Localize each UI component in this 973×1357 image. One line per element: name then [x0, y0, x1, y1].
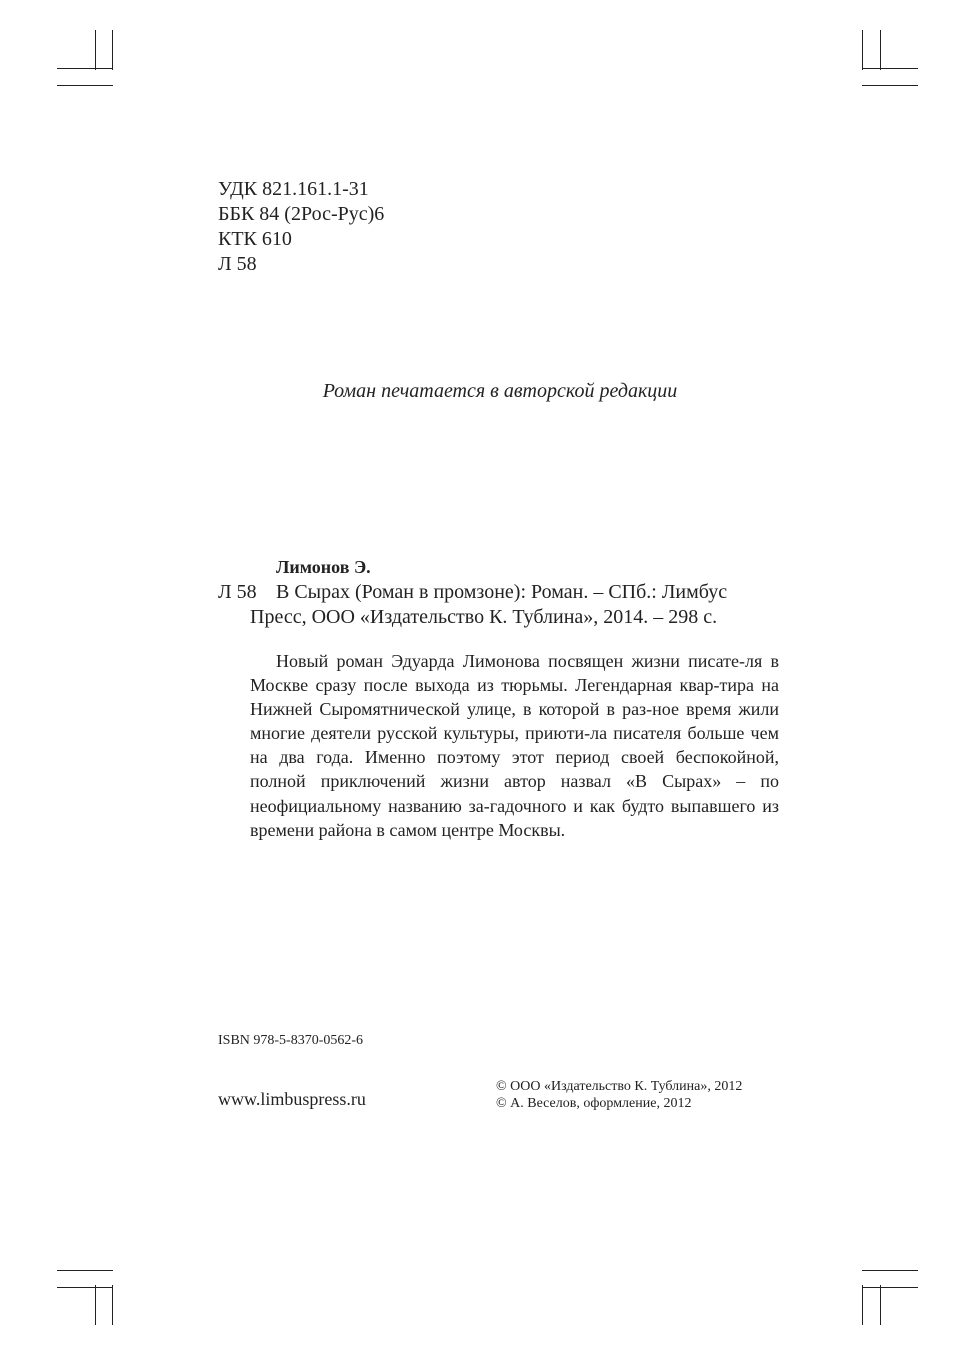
- crop-mark-top-left-horizontal: [57, 85, 113, 86]
- crop-mark-top-left-vertical-outer: [95, 30, 96, 70]
- copyright-line: © ООО «Издательство К. Тублина», 2012: [496, 1079, 743, 1094]
- copyright-block: [496, 1078, 742, 1112]
- bib-title-line: В Сырах (Роман в промзоне): Роман. – СПб.: Лимбус: [276, 581, 728, 603]
- ktk-code: КТК 610: [218, 228, 292, 250]
- crop-mark-bottom-right-horizontal-inner: [862, 1287, 918, 1288]
- bib-publisher-line: Пресс, ООО «Издательство К. Тублина», 2014. – 298 с.: [250, 606, 718, 628]
- crop-mark-bottom-right-vertical-outer: [880, 1285, 881, 1325]
- crop-mark-bottom-left-vertical-outer: [95, 1285, 96, 1325]
- crop-mark-top-right-horizontal-inner: [862, 68, 918, 69]
- udk-code: УДК 821.161.1-31: [218, 178, 369, 200]
- editorial-note: Роман печатается в авторской редакции: [322, 380, 678, 402]
- crop-mark-top-right-vertical-inner: [862, 30, 863, 70]
- publisher-website: www.limbuspress.ru: [218, 1089, 366, 1109]
- bib-description: [250, 580, 779, 630]
- crop-mark-bottom-left-horizontal-inner: [57, 1287, 113, 1288]
- crop-mark-bottom-right-vertical-inner: [862, 1285, 863, 1325]
- crop-mark-bottom-left-vertical-inner: [112, 1285, 113, 1325]
- classification-codes: [218, 177, 384, 277]
- isbn: ISBN 978-5-8370-0562-6: [218, 1033, 364, 1048]
- crop-mark-top-left-horizontal-inner: [57, 68, 113, 69]
- author-mark: Л 58: [218, 253, 257, 275]
- bib-author: Лимонов Э.: [276, 557, 371, 577]
- bbk-code: ББК 84 (2Рос-Рус)6: [218, 203, 385, 225]
- bib-code: Л 58: [218, 581, 257, 603]
- crop-mark-bottom-right-horizontal: [862, 1270, 918, 1271]
- crop-mark-top-right-horizontal: [862, 85, 918, 86]
- crop-mark-top-left-vertical-inner: [112, 30, 113, 70]
- copyright-line: © А. Веселов, оформление, 2012: [496, 1096, 692, 1111]
- crop-mark-bottom-left-horizontal: [57, 1270, 113, 1271]
- annotation-paragraph: Новый роман Эдуарда Лимонова посвящен жизни писате-ля в Москве сразу после выхода из тюрьмы. Легендарная квар-тира на Нижней Сыромятнической улице, в которой в раз-ное время жили многие деятели русской культуры, приюти-ла писателя больше чем на два года. Именно поэтому этот период своей беспокойной, полной приключений жизни автор назвал «В Сырах» – по неофициальному названию за-гадочного и как будто выпавшего из времени района в самом центре Москвы.: [250, 651, 779, 840]
- crop-mark-top-right-vertical-outer: [880, 30, 881, 70]
